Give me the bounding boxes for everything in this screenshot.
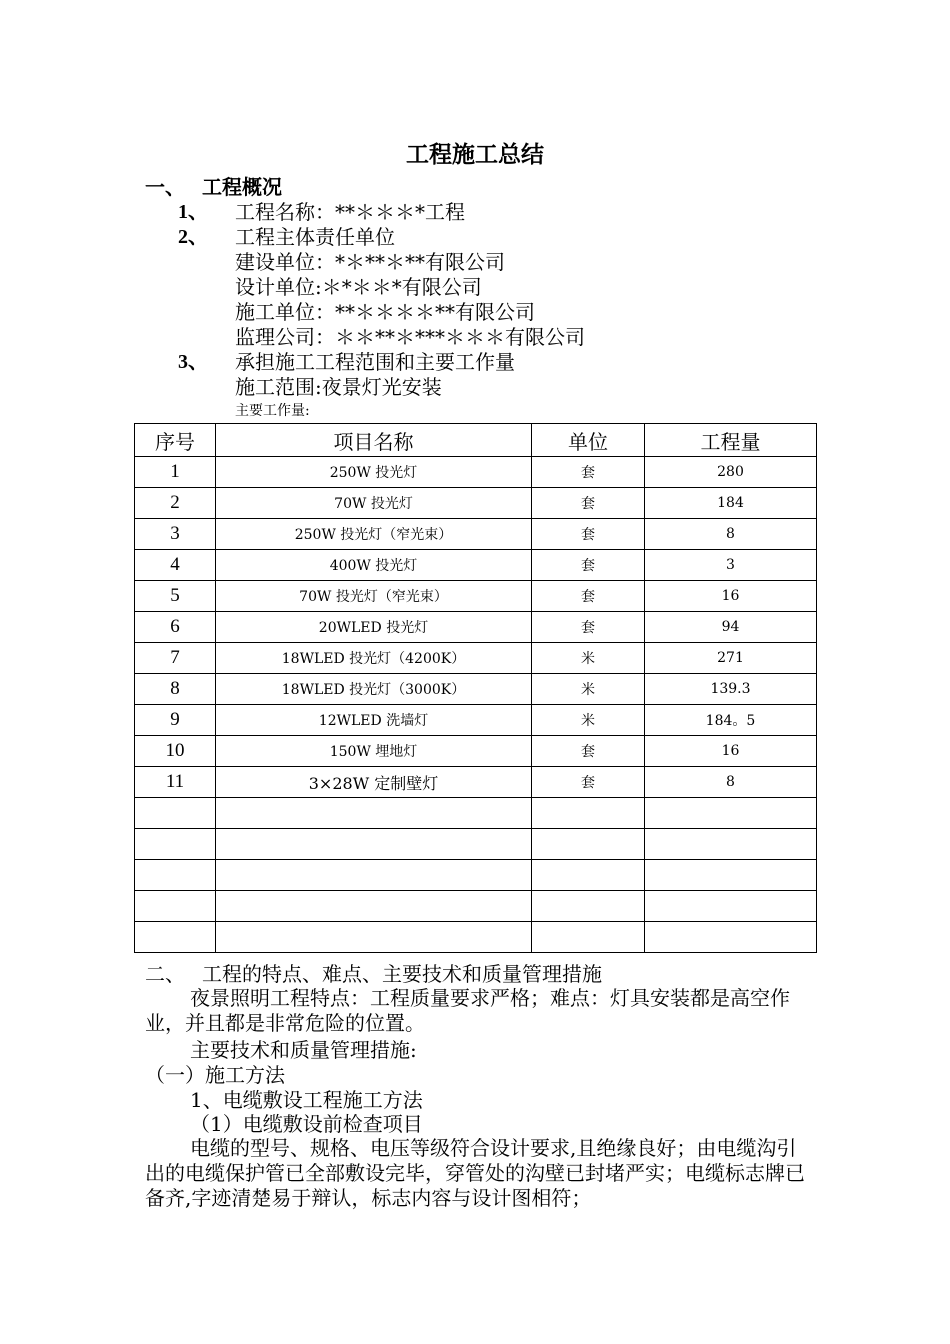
section2-label: 二、	[145, 962, 185, 986]
table-row	[135, 736, 817, 767]
cell-unit: 套	[532, 612, 645, 643]
header-item-name: 项目名称	[216, 424, 532, 457]
cell-seq: 3	[135, 519, 216, 550]
empty-row	[135, 829, 817, 860]
cell-unit: 米	[532, 705, 645, 736]
table-row	[135, 643, 817, 674]
item2-number: 2、	[178, 226, 208, 248]
workload-label: 主要工作量:	[235, 403, 310, 419]
pre-check-heading: （1）电缆敷设前检查项目	[190, 1112, 423, 1136]
header-unit: 单位	[532, 424, 645, 457]
item3-number: 3、	[178, 351, 208, 373]
table-row	[135, 457, 817, 488]
empty-cell	[645, 829, 817, 860]
table-row	[135, 767, 817, 798]
cell-seq: 2	[135, 488, 216, 519]
empty-cell	[135, 860, 216, 891]
cell-qty: 184	[645, 488, 817, 519]
cell-qty: 184。5	[645, 705, 817, 736]
cell-seq: 11	[135, 767, 216, 798]
cell-name: 18WLED 投光灯（4200K）	[216, 643, 532, 674]
empty-cell	[532, 891, 645, 922]
empty-row	[135, 798, 817, 829]
cell-unit: 套	[532, 736, 645, 767]
cell-seq: 4	[135, 550, 216, 581]
cell-name: 20WLED 投光灯	[216, 612, 532, 643]
empty-row	[135, 860, 817, 891]
empty-cell	[135, 829, 216, 860]
empty-cell	[532, 860, 645, 891]
section1-heading: 工程概况	[202, 175, 282, 199]
cell-unit: 套	[532, 488, 645, 519]
cell-qty: 8	[645, 767, 817, 798]
construction-scope: 施工范围:夜景灯光安装	[235, 375, 442, 399]
empty-cell	[216, 891, 532, 922]
cell-qty: 16	[645, 581, 817, 612]
features-paragraph: 夜景照明工程特点：工程质量要求严格；难点：灯具安装都是高空作业，并且都是非常危险的位置。	[145, 986, 790, 1035]
empty-row	[135, 891, 817, 922]
cell-name: 3×28W 定制壁灯	[216, 767, 532, 798]
cell-seq: 7	[135, 643, 216, 674]
cell-qty: 8	[645, 519, 817, 550]
cell-qty: 94	[645, 612, 817, 643]
cell-seq: 10	[135, 736, 216, 767]
section2-heading: 工程的特点、难点、主要技术和质量管理措施	[202, 962, 602, 986]
responsible-units-heading: 工程主体责任单位	[235, 225, 395, 249]
cell-unit: 米	[532, 674, 645, 705]
table-row	[135, 550, 817, 581]
construction-owner: 建设单位：*＊**＊**有限公司	[235, 250, 505, 274]
table-row	[135, 705, 817, 736]
empty-cell	[645, 922, 817, 953]
cell-seq: 9	[135, 705, 216, 736]
cell-qty: 271	[645, 643, 817, 674]
design-unit: 设计单位:＊*＊＊*有限公司	[235, 275, 482, 299]
cell-seq: 6	[135, 612, 216, 643]
table-row	[135, 519, 817, 550]
empty-cell	[645, 891, 817, 922]
table-row	[135, 581, 817, 612]
cell-unit: 米	[532, 643, 645, 674]
cell-name: 70W 投光灯	[216, 488, 532, 519]
contractor-unit: 施工单位：**＊＊＊＊**有限公司	[235, 300, 535, 324]
page-title: 工程施工总结	[406, 142, 544, 168]
cell-name: 70W 投光灯（窄光束）	[216, 581, 532, 612]
workload-table	[134, 423, 817, 953]
empty-cell	[532, 798, 645, 829]
supervision-company: 监理公司：＊＊**＊***＊＊＊有限公司	[235, 325, 585, 349]
empty-cell	[135, 891, 216, 922]
cell-unit: 套	[532, 767, 645, 798]
cell-unit: 套	[532, 457, 645, 488]
project-name: 工程名称：**＊＊＊*工程	[235, 200, 465, 224]
item1-number: 1、	[178, 201, 208, 223]
empty-cell	[135, 922, 216, 953]
header-quantity: 工程量	[645, 424, 817, 457]
cable-laying-heading: 1、电缆敷设工程施工方法	[190, 1088, 423, 1112]
empty-cell	[216, 860, 532, 891]
cell-name: 250W 投光灯	[216, 457, 532, 488]
cell-seq: 5	[135, 581, 216, 612]
empty-cell	[645, 860, 817, 891]
cell-qty: 16	[645, 736, 817, 767]
cell-qty: 139.3	[645, 674, 817, 705]
empty-cell	[532, 829, 645, 860]
empty-cell	[135, 798, 216, 829]
cell-name: 18WLED 投光灯（3000K）	[216, 674, 532, 705]
empty-row	[135, 922, 817, 953]
cell-qty: 280	[645, 457, 817, 488]
table-row	[135, 612, 817, 643]
method-subheading: （一）施工方法	[145, 1063, 285, 1087]
empty-cell	[216, 829, 532, 860]
empty-cell	[216, 922, 532, 953]
cell-seq: 1	[135, 457, 216, 488]
table-row	[135, 488, 817, 519]
header-seq: 序号	[135, 424, 216, 457]
cell-name: 250W 投光灯（窄光束）	[216, 519, 532, 550]
cable-check-paragraph: 电缆的型号、规格、电压等级符合设计要求,且绝缘良好；由电缆沟引出的电缆保护管已全部敷设完毕，穿管处的沟壁已封堵严实；电缆标志牌已备齐,字迹清楚易于辩认，标志内容与设计图相符；	[145, 1136, 805, 1210]
table-header-row	[135, 424, 817, 457]
empty-cell	[645, 798, 817, 829]
cell-name: 150W 埋地灯	[216, 736, 532, 767]
cell-name: 400W 投光灯	[216, 550, 532, 581]
scope-heading: 承担施工工程范围和主要工作量	[235, 350, 515, 374]
cell-unit: 套	[532, 550, 645, 581]
cell-name: 12WLED 洗墙灯	[216, 705, 532, 736]
empty-cell	[216, 798, 532, 829]
cell-qty: 3	[645, 550, 817, 581]
cell-seq: 8	[135, 674, 216, 705]
empty-cell	[532, 922, 645, 953]
measures-heading: 主要技术和质量管理措施:	[190, 1038, 417, 1062]
cell-unit: 套	[532, 519, 645, 550]
section1-label: 一、	[145, 175, 185, 199]
cell-unit: 套	[532, 581, 645, 612]
table-row	[135, 674, 817, 705]
